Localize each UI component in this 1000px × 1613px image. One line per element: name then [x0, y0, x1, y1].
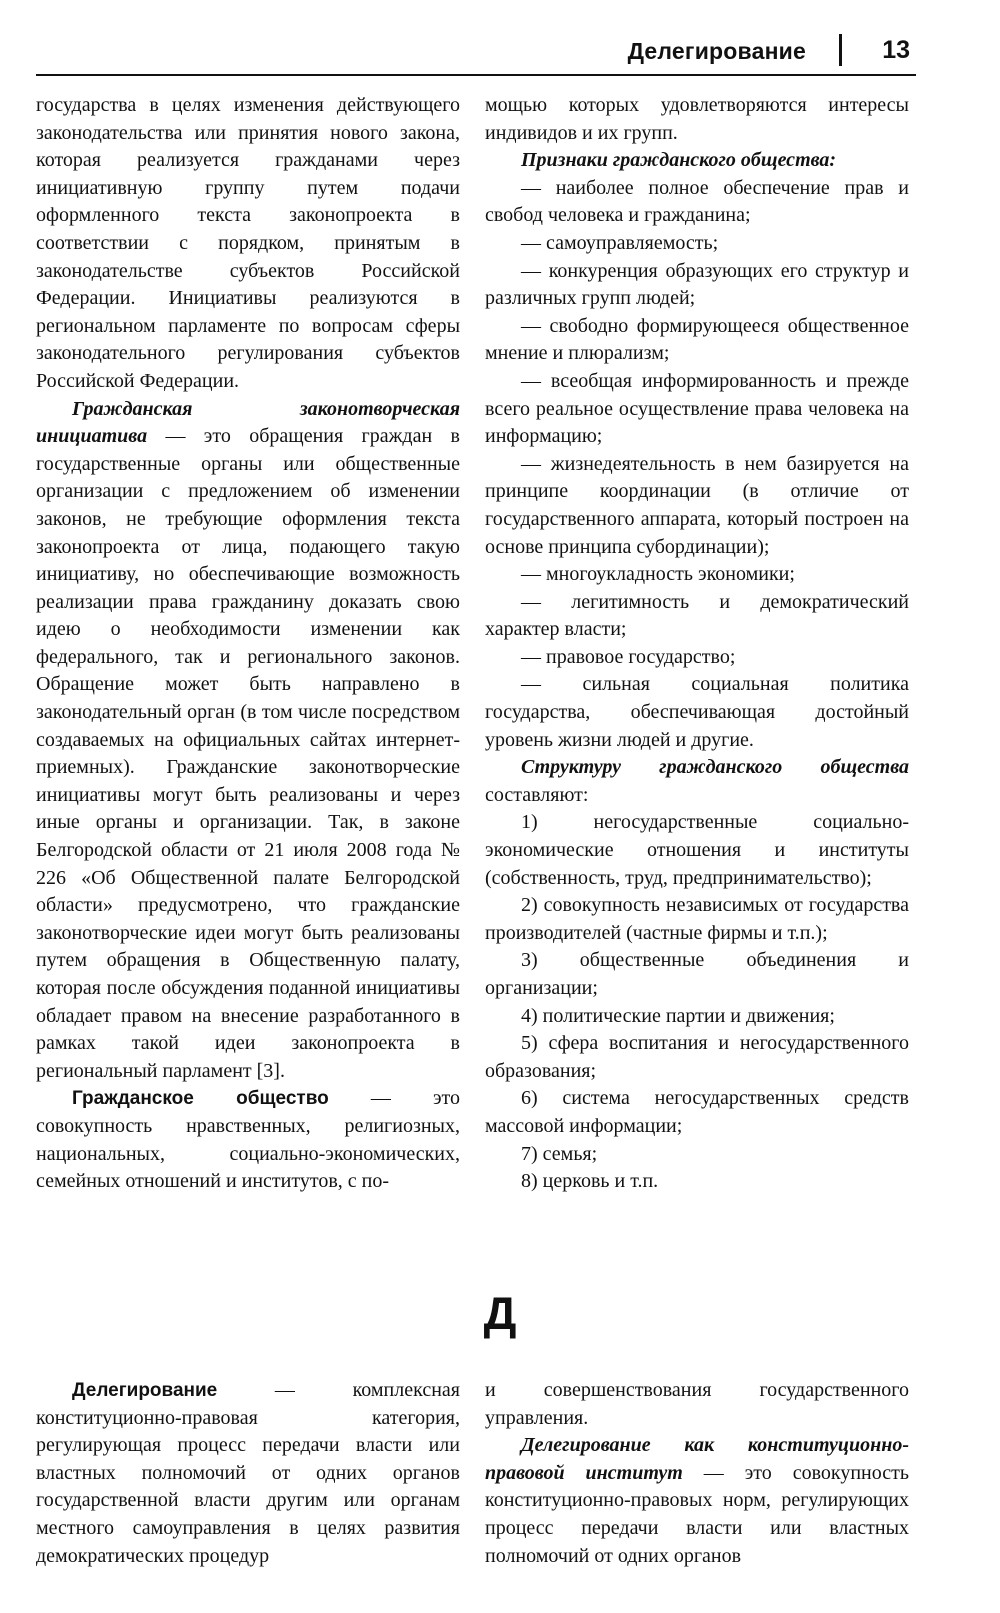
definition-text: — это обращения граждан в государственные органы или общественные организации с предложением об изменении законов, не требующие оформления текста законопроекта от лица, подающего такую инициативу, но обеспечивающие возможность реализации права гражданину доказать свою идею о необходимости изменении как федерального, так и регионального законов. Обращение может быть направлено в законодательный орган (в том числе посредством создаваемых на официальных сайтах интернет-приемных). Гражданские законотворческие инициативы могут быть реализованы и через иные органы и организации. Так, в законе Белгородской области от 21 июля 2008 года № 226 «Об Общественной палате Белгородской области» предусмотрено, что гражданские законотворческие идеи могут быть реализованы путем обращения в Общественную палату, которая после обсуждения поданной инициативы обладает правом на внесение разработанного в рамках такой идеи законопроекта в региональный парламент [3]. [36, 425, 460, 1082]
paragraph-delegation [36, 1377, 460, 1570]
signs-heading: Признаки гражданского общества: [521, 149, 837, 172]
list-item: — жизнедеятельность в нем базируется на принципе координации (в отличие от государственного аппарата, который построен на основе принципа субординации); [485, 452, 909, 558]
right-column-bottom [485, 1377, 909, 1570]
running-header-title: Делегирование [627, 38, 806, 64]
term-civil-initiative: Гражданская законотворческая инициатива [36, 397, 460, 448]
list-item: — самоуправляемость; [521, 231, 719, 254]
term-delegation: Делегирование [72, 1380, 218, 1401]
page-number: 13 [882, 36, 910, 64]
list-item: 7) семья; [521, 1142, 598, 1165]
list-item: — сильная социальная политика государства, обеспечивающая достойный уровень жизни людей и другие. [485, 673, 909, 751]
list-item: — наиболее полное обеспечение прав и свобод человека и гражданина; [485, 176, 909, 227]
header-divider [839, 34, 842, 66]
list-item: — всеобщая информированность и прежде всего реальное осуществление права человека на информацию; [485, 369, 909, 448]
paragraph-civil-society [36, 1085, 460, 1195]
section-letter: Д [483, 1287, 517, 1339]
term-civil-society: Гражданское общество [72, 1088, 329, 1110]
term-structure: Структуру гражданского общества [521, 756, 909, 779]
paragraph-delegation-institute [485, 1432, 909, 1570]
definition-text: — комплексная конституционно-правовая категория, регулирующая процесс передачи власти или властных полномочий от одних органов государственной власти другим или органам местного самоуправления в целях развития демократических процедур [36, 1379, 460, 1567]
paragraph-civil-initiative [36, 396, 460, 1086]
list-item: 6) система негосударственных средств массовой информации; [485, 1087, 909, 1137]
list-item: — многоукладность экономики; [521, 563, 795, 586]
right-column-top [485, 92, 909, 1196]
list-item: — конкуренция образующих его структур и различных групп людей; [485, 259, 909, 310]
list-item: — легитимность и демократический характер власти; [485, 590, 909, 641]
list-item: 5) сфера воспитания и негосударственного образования; [485, 1032, 909, 1082]
list-item: — правовое государство; [521, 645, 736, 668]
list-item: 2) совокупность независимых от государства производителей (частные фирмы и т.п.); [485, 894, 909, 944]
list-item: 3) общественные объединения и организации; [485, 949, 909, 999]
list-item: 8) церковь и т.п. [521, 1170, 659, 1193]
paragraph: государства в целях изменения действующего законодательства или принятия нового закона, которая реализуется гражданами через инициативную группу путем подачи оформленного текста законопроекта в соответствии с порядком, принятым в законодательстве субъектов Российской Федерации. Инициативы реализуются в региональном парламенте по вопросам сферы законодательного регулирования субъектов Российской Федерации. [36, 94, 460, 392]
definition-text: — это совокупность нравственных, религиозных, национальных, социально-экономических, семейных отношений и институтов, с по- [36, 1087, 461, 1193]
structure-intro [485, 754, 909, 809]
definition-text: составляют: [485, 783, 589, 806]
running-header [36, 30, 916, 76]
left-column-bottom [36, 1377, 460, 1570]
left-column-top [36, 92, 460, 1196]
list-item: — свободно формирующееся общественное мнение и плюрализм; [485, 314, 909, 365]
paragraph: и совершенствования государственного управления. [485, 1379, 909, 1429]
definition-text: — это совокупность конституционно-правовых норм, регулирующих процесс передачи власти или властных полномочий от одних органов [485, 1461, 909, 1567]
term-delegation-institute: Делегирование как конституционно-правовой институт [485, 1434, 909, 1484]
list-item: 1) негосударственные социально-экономические отношения и институты (собственность, труд, предпринимательство); [485, 811, 909, 889]
list-item: 4) политические партии и движения; [521, 1004, 835, 1027]
paragraph: мощью которых удовлетворяются интересы индивидов и их групп. [485, 94, 909, 144]
